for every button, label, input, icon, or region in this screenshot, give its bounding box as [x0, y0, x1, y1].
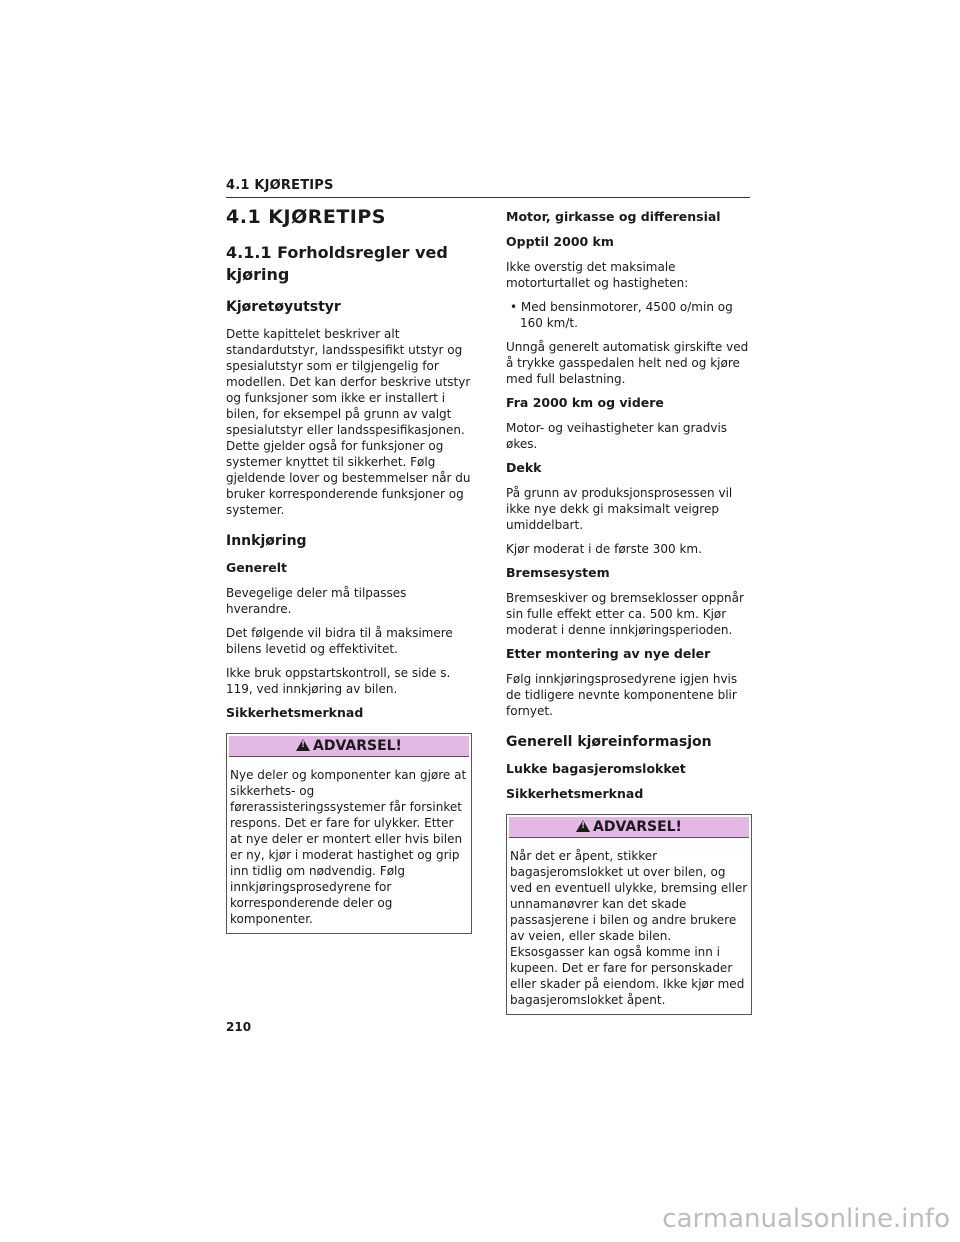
general-paragraph-1: Bevegelige deler må tilpasses hverandre. [226, 586, 407, 616]
warning-triangle-icon [576, 820, 590, 832]
warning-title-2: ADVARSEL! [593, 819, 682, 835]
heading-up-to-2000: Opptil 2000 km [506, 234, 614, 249]
heading-tailgate: Lukke bagasjeromslokket [506, 761, 686, 776]
gearshift-paragraph: Unngå generelt automatisk girskifte ved å trykke gasspedalen helt ned og kjøre med full belastning. [506, 340, 749, 386]
warning-triangle-icon [296, 739, 310, 751]
heading-brakes: Bremsesystem [506, 565, 610, 580]
brakes-paragraph: Bremseskiver og bremseklosser oppnår sin fulle effekt etter ca. 500 km. Kjør moderat i denne innkjøringsperioden. [506, 591, 744, 637]
warning-header-2 [509, 817, 749, 838]
warning-box [226, 733, 472, 934]
warning-box-2 [506, 814, 752, 1015]
heading-safety-note: Sikkerhetsmerknad [226, 705, 364, 720]
page-number: 210 [226, 1020, 252, 1034]
section-title: 4.1.1 Forholdsregler ved kjøring [226, 243, 448, 284]
warning-text-2: Når det er åpent, stikker bagasjeromslokket ut over bilen, og ved en eventuell ulykke, bremsing eller unnamanøvrer kan det skade passasjerene i bilen og andre brukere av veien, eller skade bilen. Eksosgasser kan også komme inn i kupeen. Det er fare for personskader eller skader på eiendom. Ikke kjør med bagasjeromslokket åpent. [510, 849, 748, 1007]
bullet-list [506, 299, 752, 331]
heading-tyres: Dekk [506, 460, 542, 475]
heading-safety-note-2: Sikkerhetsmerknad [506, 786, 644, 801]
from-2000-paragraph: Motor- og veihastigheter kan gradvis økes. [506, 421, 728, 451]
heading-general: Generelt [226, 560, 288, 575]
left-column [226, 206, 472, 942]
equipment-paragraph: Dette kapittelet beskriver alt standardutstyr, landsspesifikt utstyr og spesialutstyr som er tilgjengelig for modellen. Det kan derfor beskrive utstyr og funksjoner som ikke er installert i bilen, for eksempel på grunn av valgt spesialutstyr eller landsspesifikasjonen. Dette gjelder også for funksjoner og systemer knyttet til sikkerhet. Følg gjeldende lover og bestemmelser når du bruker korresponderende funksjoner og systemer. [226, 327, 471, 517]
general-paragraph-3: Ikke bruk oppstartskontroll, se side s. 119, ved innkjøring av bilen. [226, 666, 451, 696]
tyres-paragraph-1: På grunn av produksjonsprosessen vil ikke nye dekk gi maksimalt veigrep umiddelbart. [506, 486, 733, 532]
up-to-2000-paragraph: Ikke overstig det maksimale motorturtallet og hastigheten: [506, 260, 689, 290]
warning-header [229, 736, 469, 757]
subsection-title-driving-info: Generell kjøreinformasjon [506, 734, 712, 750]
heading-after-parts: Etter montering av nye deler [506, 646, 711, 661]
right-column [506, 206, 752, 1023]
heading-from-2000: Fra 2000 km og videre [506, 395, 664, 410]
list-item: • Med bensinmotorer, 4500 o/min og 160 km/t. [506, 299, 752, 331]
heading-engine: Motor, girkasse og differensial [506, 209, 721, 224]
chapter-title: 4.1 KJØRETIPS [226, 206, 386, 228]
subsection-title-equipment: Kjøretøyutstyr [226, 299, 341, 315]
subsection-title-break-in: Innkjøring [226, 533, 307, 549]
after-parts-paragraph: Følg innkjøringsprosedyrene igjen hvis de tidligere nevnte komponentene blir fornyet. [506, 672, 738, 718]
warning-text: Nye deler og komponenter kan gjøre at sikkerhets- og førerassisteringssystemer får forsinket respons. Det er fare for ulykker. Etter at nye deler er montert eller hvis bilen er ny, kjør i moderat hastighet og grip inn tidlig om nødvendig. Følg innkjøringsprosedyrene for korresponderende deler og komponenter. [230, 768, 467, 926]
warning-title: ADVARSEL! [313, 738, 402, 754]
watermark-text: carmanualsonline.info [662, 1204, 950, 1234]
general-paragraph-2: Det følgende vil bidra til å maksimere bilens levetid og effektivitet. [226, 626, 453, 656]
running-header: 4.1 KJØRETIPS [226, 178, 750, 198]
tyres-paragraph-2: Kjør moderat i de første 300 km. [506, 542, 702, 556]
